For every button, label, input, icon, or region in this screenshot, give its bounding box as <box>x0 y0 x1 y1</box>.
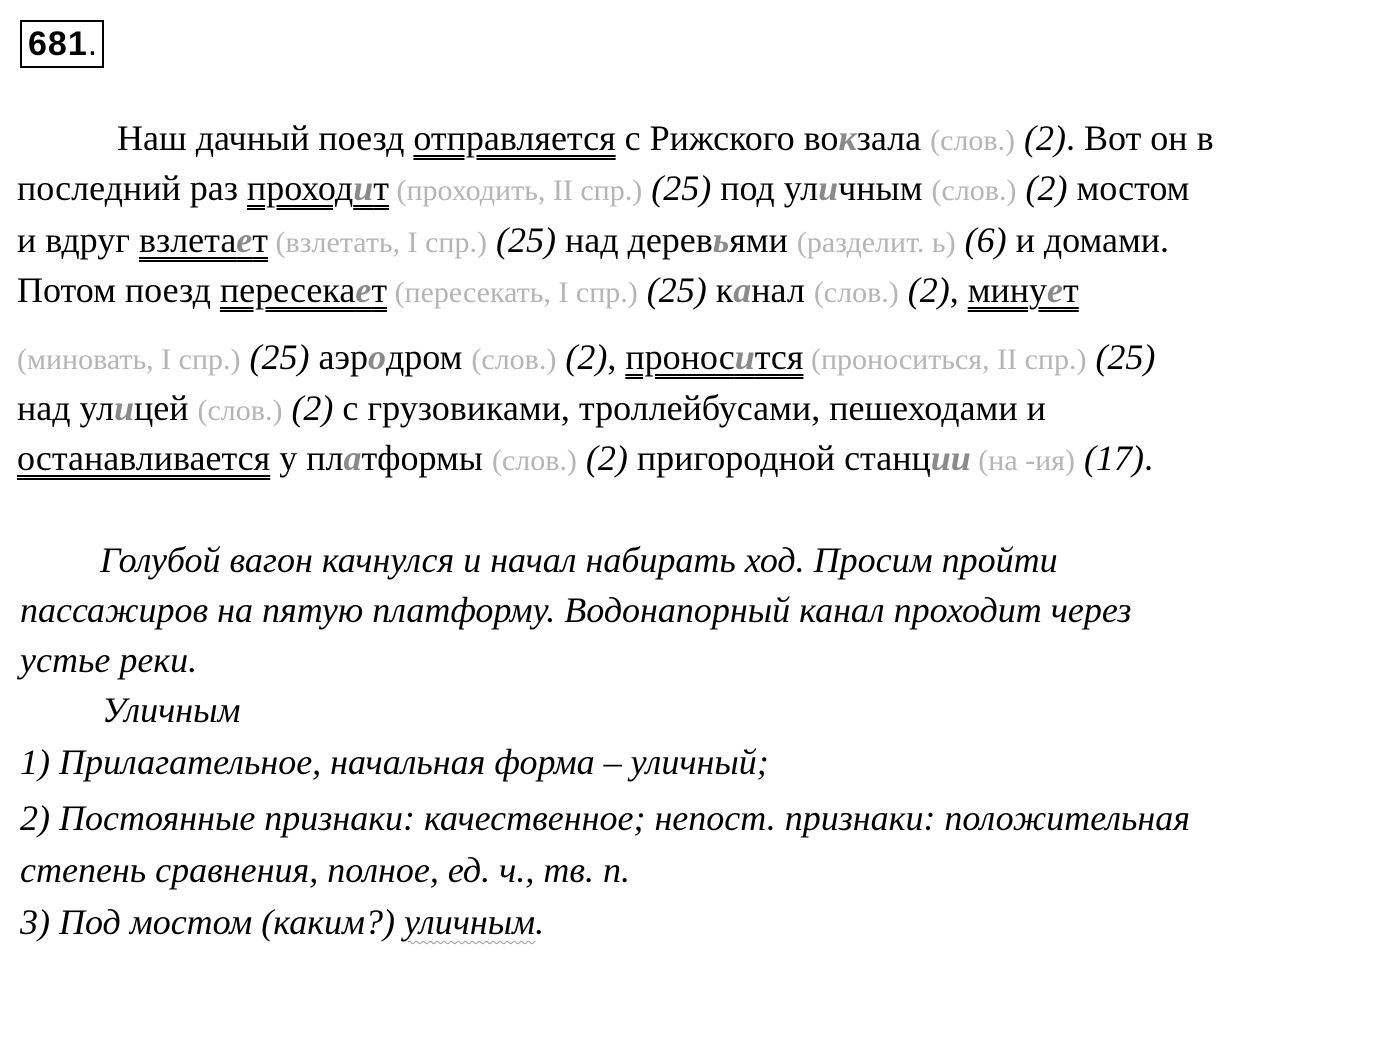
italic-paragraph-line: пассажиров на пятую платформу. Водонапорный канал проходит через <box>20 590 1132 630</box>
inserted-letter: е <box>236 220 253 260</box>
analysis-item: 2) Постоянные признаки: качественное; непост. признаки: положительная <box>20 798 1191 838</box>
text-fragment: последний раз <box>17 168 247 208</box>
text-fragment: аэр <box>309 337 368 377</box>
text-fragment: у пл <box>270 438 344 478</box>
text-line-7 <box>17 438 1153 481</box>
text-fragment: Потом поезд <box>17 270 220 310</box>
text-fragment: ями <box>729 220 797 260</box>
rule-reference: (25) <box>1086 337 1156 377</box>
rule-reference: (2) <box>556 337 608 377</box>
inserted-letter: ь <box>712 220 730 260</box>
grammar-hint: (разделит. ь) <box>796 226 956 259</box>
rule-reference: (2) <box>1015 118 1067 158</box>
inserted-letter: к <box>838 118 857 158</box>
text-fragment: дром <box>385 337 472 377</box>
grammar-hint: (слов.) <box>471 343 557 376</box>
text-fragment: пригородной станц <box>627 438 931 478</box>
predicate-word: пересекает <box>219 270 388 310</box>
italic-paragraph-line: устье реки. <box>20 640 198 680</box>
text-line-1 <box>117 118 1214 161</box>
analysis-text: . <box>535 902 545 942</box>
text-fragment: с грузовиками, троллейбусами, пешеходами и <box>333 388 1046 428</box>
inserted-letter: и <box>734 337 755 377</box>
text-line-6 <box>17 388 1046 431</box>
text-fragment: к <box>706 270 734 310</box>
text-fragment: , <box>949 270 968 310</box>
rule-reference: (6) <box>955 220 1007 260</box>
rule-reference: (2) <box>1016 168 1068 208</box>
grammar-hint: (слов.) <box>931 174 1017 207</box>
grammar-hint: (на -ия) <box>970 444 1075 477</box>
grammar-hint: (миновать, I спр.) <box>17 343 241 376</box>
text-line-3 <box>17 220 1169 263</box>
text-fragment: цей <box>133 388 198 428</box>
predicate-word: проходит <box>246 168 389 208</box>
rule-reference: (2) <box>282 388 334 428</box>
text-fragment: Наш дачный поезд <box>117 118 414 158</box>
rule-reference: (2) <box>576 438 628 478</box>
text-fragment: и вдруг <box>17 220 139 260</box>
rule-reference: (17) <box>1074 438 1144 478</box>
text-fragment: под ул <box>711 168 819 208</box>
analysis-item <box>20 902 544 942</box>
grammar-hint: (слов.) <box>813 276 899 309</box>
inserted-letter: е <box>1047 270 1064 310</box>
inserted-letter: а <box>343 438 362 478</box>
text-line-2 <box>17 168 1189 211</box>
text-line-4 <box>17 270 1079 313</box>
grammar-hint: (проходить, II спр.) <box>388 174 643 207</box>
predicate-word: останавливается <box>17 438 271 478</box>
predicate-word: минует <box>967 270 1079 310</box>
predicate-word: отправляется <box>413 118 616 158</box>
inserted-letter: и <box>353 168 374 208</box>
rule-reference: (25) <box>240 337 310 377</box>
analysis-item: 1) Прилагательное, начальная форма – уличный; <box>20 742 769 782</box>
inserted-letter: и <box>818 168 839 208</box>
exercise-number-dot: . <box>87 25 99 63</box>
inserted-letter: о <box>367 337 386 377</box>
rule-reference: (25) <box>637 270 707 310</box>
predicate-word: проносится <box>625 337 804 377</box>
text-fragment: . Вот он в <box>1066 118 1214 158</box>
predicate-word: взлетает <box>138 220 269 260</box>
italic-paragraph-line: Голубой вагон качнулся и начал набирать ход. Просим пройти <box>100 540 1058 580</box>
grammar-hint: (взлетать, I спр.) <box>268 226 487 259</box>
text-fragment: тформы <box>361 438 492 478</box>
inserted-letter: е <box>355 270 372 310</box>
exercise-number-value: 681 <box>28 25 88 63</box>
text-fragment: нал <box>751 270 814 310</box>
text-fragment: чным <box>838 168 932 208</box>
text-fragment: , <box>607 337 626 377</box>
rule-reference: (25) <box>486 220 556 260</box>
text-line-5 <box>17 337 1155 380</box>
analysis-text: 3) Под мостом (каким?) <box>20 902 405 942</box>
text-fragment: . <box>1143 438 1153 478</box>
text-fragment: над дерев <box>555 220 713 260</box>
analysis-item: степень сравнения, полное, ед. ч., тв. п. <box>20 850 630 890</box>
text-fragment: с Рижского во <box>615 118 839 158</box>
text-fragment: и домами. <box>1006 220 1170 260</box>
exercise-number <box>20 20 104 68</box>
definition-word: уличным <box>404 902 536 942</box>
text-fragment: зала <box>856 118 931 158</box>
grammar-hint: (слов.) <box>197 394 283 427</box>
grammar-hint: (проноситься, II спр.) <box>803 343 1087 376</box>
grammar-hint: (пересекать, I спр.) <box>387 276 638 309</box>
text-fragment: над ул <box>17 388 114 428</box>
text-fragment: мостом <box>1067 168 1190 208</box>
inserted-letter: ии <box>930 438 971 478</box>
grammar-hint: (слов.) <box>491 444 577 477</box>
analysis-heading: Уличным <box>102 690 241 730</box>
rule-reference: (2) <box>898 270 950 310</box>
rule-reference: (25) <box>642 168 712 208</box>
grammar-hint: (слов.) <box>930 124 1016 157</box>
inserted-letter: а <box>733 270 752 310</box>
inserted-letter: и <box>113 388 134 428</box>
